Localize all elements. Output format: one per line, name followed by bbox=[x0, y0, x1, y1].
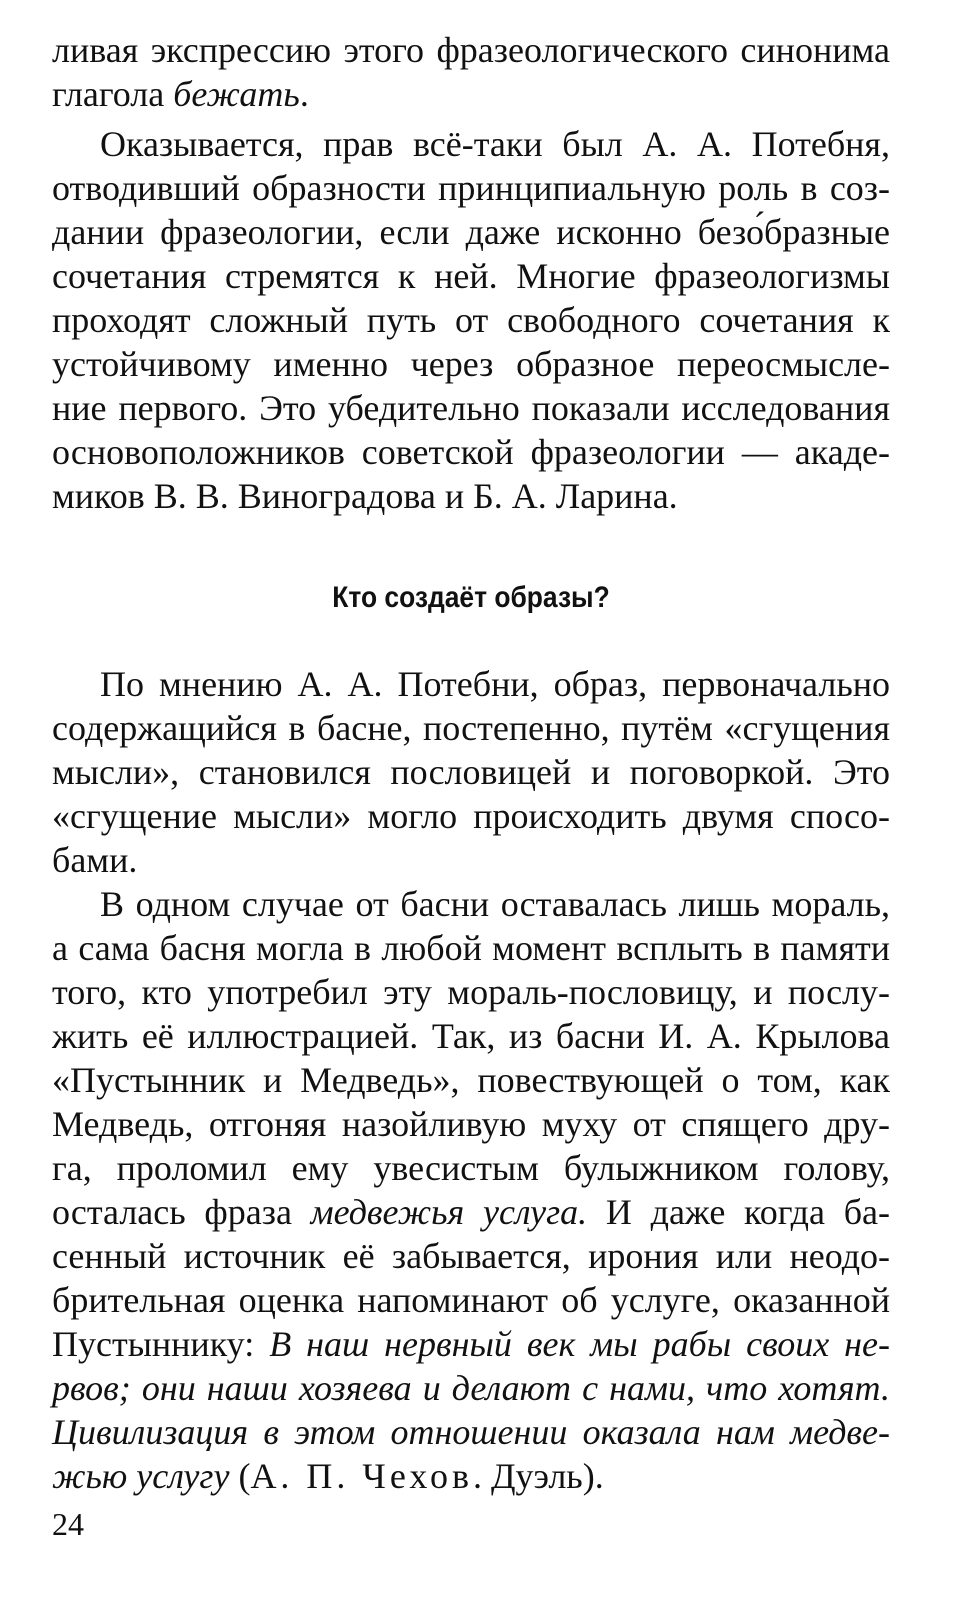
text-line: ние первого. Это убедительно показали исследования bbox=[52, 388, 890, 428]
text-line bbox=[52, 72, 890, 116]
text-span: И даже когда ба- bbox=[587, 1192, 890, 1232]
text-line bbox=[52, 1322, 890, 1366]
text-line: миков В. В. Виноградова и Б. А. Ларина. bbox=[52, 476, 678, 516]
text-span: . Дуэль). bbox=[472, 1456, 604, 1496]
quote-line: Цивилизация в этом отношении оказала нам медве- bbox=[52, 1412, 890, 1452]
text-line: основоположников советской фразеологии — акаде- bbox=[52, 432, 890, 472]
text-span: глагола bbox=[52, 74, 174, 114]
text-line: га, проломил ему увесистым булыжником голову, bbox=[52, 1148, 890, 1188]
text-line: ливая экспрессию этого фразеологического синонима bbox=[52, 30, 890, 70]
page-number: 24 bbox=[52, 1506, 84, 1542]
text-line: В одном случае от басни оставалась лишь мораль, bbox=[100, 884, 890, 924]
text-line: сочетания стремятся к ней. Многие фразеологизмы bbox=[52, 256, 890, 296]
quote-line: рвов; они наши хозяева и делают с нами, что хотят. bbox=[52, 1368, 890, 1408]
text-line: а сама басня могла в любой момент всплыть в памяти bbox=[52, 928, 890, 968]
paragraph bbox=[52, 882, 890, 1498]
paragraph bbox=[52, 662, 890, 882]
text-span: . bbox=[299, 74, 309, 114]
text-line: «сгущение мысли» могло происходить двумя спосо- bbox=[52, 796, 890, 836]
italic-word: бежать bbox=[173, 74, 300, 114]
text-line: жить её иллюстрацией. Так, из басни И. А. Крылова bbox=[52, 1016, 890, 1056]
text-line: устойчивому именно через образное переосмысле- bbox=[52, 344, 890, 384]
text-line: сенный источник её забывается, ирония или неодо- bbox=[52, 1236, 890, 1276]
text-line: бами. bbox=[52, 840, 138, 880]
text-line: содержащийся в басне, постепенно, путём «сгущения bbox=[52, 708, 890, 748]
text-line: По мнению А. А. Потебни, образ, первоначально bbox=[100, 664, 890, 704]
quote-text: В наш нервный век мы рабы своих не- bbox=[269, 1324, 891, 1364]
text-line: проходят сложный путь от свободного сочетания к bbox=[52, 300, 890, 340]
text-span: Пустыннику: bbox=[52, 1324, 270, 1364]
text-line bbox=[52, 1190, 890, 1234]
paragraph bbox=[52, 122, 890, 518]
text-line: брительная оценка напоминают об услуге, оказанной bbox=[52, 1280, 890, 1320]
quote-text: жью услугу bbox=[52, 1456, 230, 1496]
text-span: осталась фраза bbox=[52, 1192, 311, 1232]
text-line: Оказывается, прав всё-таки был А. А. Потебня, bbox=[100, 124, 890, 164]
page-content bbox=[52, 28, 890, 1498]
text-line: того, кто употребил эту мораль-пословицу, и послу- bbox=[52, 972, 890, 1012]
italic-phrase: медвежья услуга. bbox=[310, 1192, 588, 1232]
text-line: Медведь, отгоняя назойливую муху от спящего дру- bbox=[52, 1104, 890, 1144]
author-name: А. П. Чехов bbox=[250, 1456, 473, 1496]
text-line: мысли», становился пословицей и поговоркой. Это bbox=[52, 752, 890, 792]
text-span: ( bbox=[229, 1456, 251, 1496]
text-line: «Пустынник и Медведь», повествующей о том, как bbox=[52, 1060, 890, 1100]
paragraph bbox=[52, 28, 890, 116]
text-line bbox=[52, 1454, 890, 1498]
text-line: отводивший образности принципиальную роль в соз- bbox=[52, 168, 890, 208]
text-line: дании фразеологии, если даже исконно безо́бразные bbox=[52, 212, 890, 252]
section-heading: Кто создаёт образы? bbox=[332, 581, 610, 614]
